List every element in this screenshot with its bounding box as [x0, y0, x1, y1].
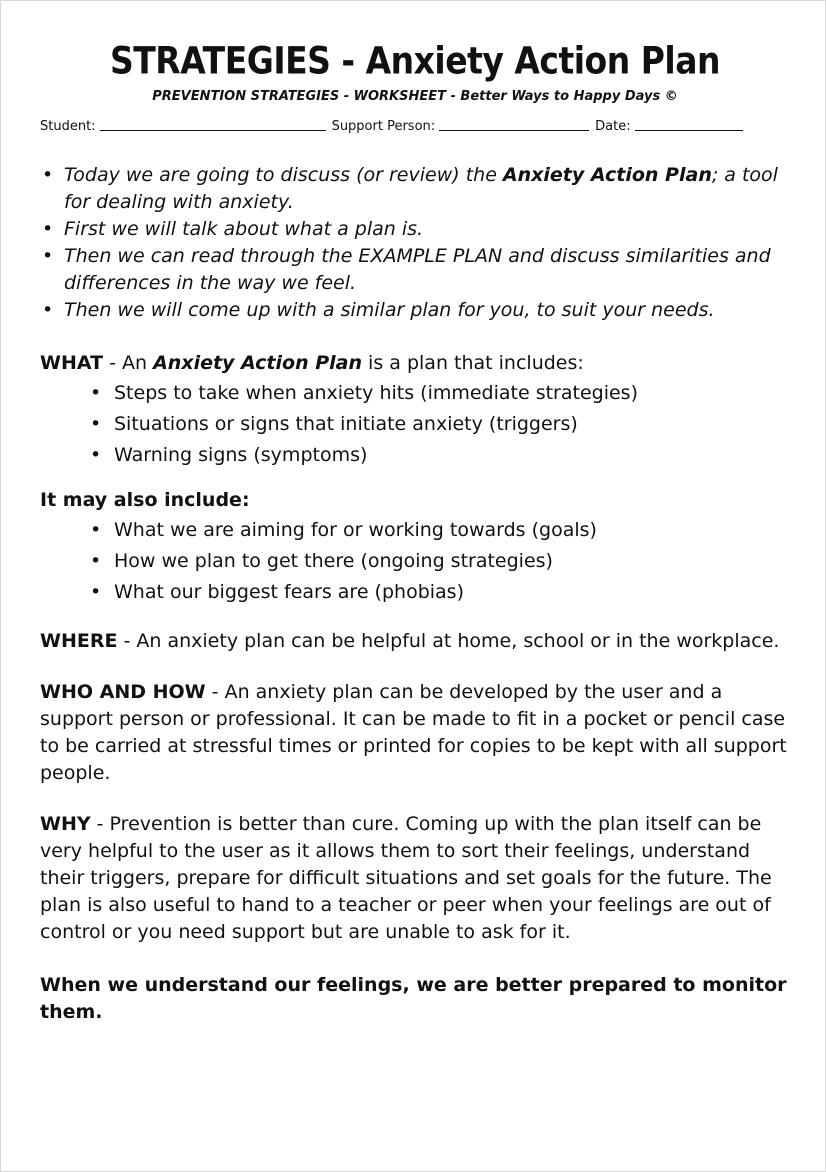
list-item: • Steps to take when anxiety hits (immediate strategies) — [40, 378, 790, 409]
intro-item: • Then we will come up with a similar plan for you, to suit your needs. — [40, 297, 790, 324]
date-field[interactable] — [635, 118, 743, 131]
closing-statement: When we understand our feelings, we are better prepared to monitor them. — [40, 974, 787, 1023]
intro-item: • Today we are going to discuss (or review) the Anxiety Action Plan; a tool for dealing with anxiety. — [40, 162, 790, 216]
why-paragraph: WHY - Prevention is better than cure. Coming up with the plan itself can be very helpful to the user as it allows them to sort their feelings, understand their triggers, prepare for difficult situations and set goals for the future. The plan is also useful to hand to a teacher or peer when your feelings are out of control or you need support but are unable to ask for it. — [40, 813, 772, 943]
what-intro: WHAT - An Anxiety Action Plan is a plan that includes: — [40, 352, 584, 374]
where-heading: WHERE — [40, 630, 118, 652]
student-label: Student: — [40, 119, 96, 134]
why-heading: WHY — [40, 813, 91, 835]
list-item: • What we are aiming for or working towards (goals) — [40, 515, 790, 546]
worksheet — [40, 38, 790, 1026]
intro-item: • First we will talk about what a plan is. — [40, 216, 790, 243]
what-list — [40, 378, 790, 471]
list-item: • Situations or signs that initiate anxiety (triggers) — [40, 409, 790, 440]
intro-item: • Then we can read through the EXAMPLE PLAN and discuss similarities and differences in the way we feel. — [40, 243, 790, 297]
what-heading: WHAT — [40, 352, 104, 374]
page-title: STRATEGIES - Anxiety Action Plan — [110, 38, 720, 83]
list-item: • How we plan to get there (ongoing strategies) — [40, 546, 790, 577]
page-subtitle: PREVENTION STRATEGIES - WORKSHEET - Better Ways to Happy Days © — [152, 89, 678, 104]
also-section — [40, 487, 790, 608]
who-how-paragraph: WHO AND HOW - An anxiety plan can be developed by the user and a support person or professional. It can be made to fit in a pocket or pencil case to be carried at stressful times or printed for copies to be kept with all support people. — [40, 681, 787, 784]
header-fields — [40, 118, 790, 136]
also-list — [40, 515, 790, 608]
student-field[interactable] — [100, 118, 326, 131]
where-paragraph: WHERE - An anxiety plan can be helpful at home, school or in the workplace. — [40, 630, 780, 652]
also-heading: It may also include: — [40, 489, 250, 511]
intro-list — [40, 162, 790, 324]
date-label: Date: — [595, 119, 631, 134]
list-item: • Warning signs (symptoms) — [40, 440, 790, 471]
support-person-label: Support Person: — [331, 119, 436, 134]
support-person-field[interactable] — [439, 118, 589, 131]
what-section — [40, 350, 790, 471]
list-item: • What our biggest fears are (phobias) — [40, 577, 790, 608]
who-how-heading: WHO AND HOW — [40, 681, 206, 703]
